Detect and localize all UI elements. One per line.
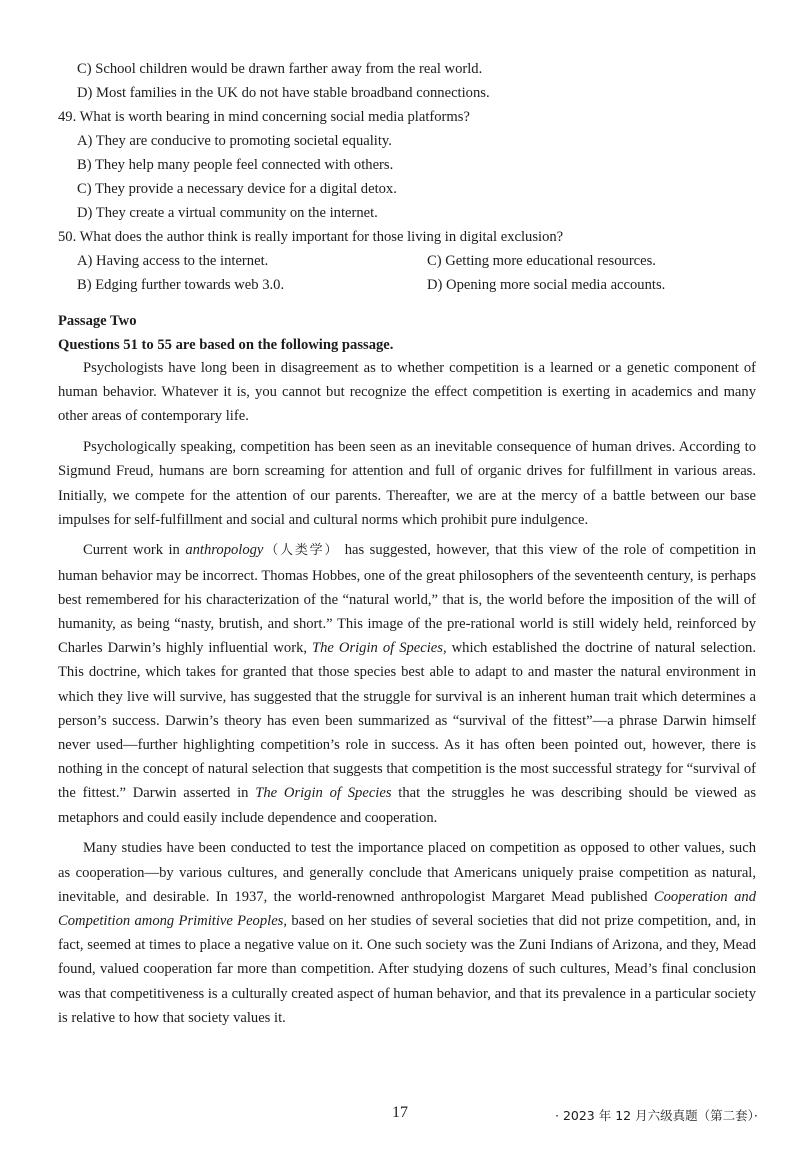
paragraph-4 (58, 836, 756, 1030)
p4-text-2: , based on her studies of several societies that did not prize competition, and, in fact, seemed at times to place a negative value on it. One such society was the Zuni Indians of Arizona, and they, Mead found, valued cooperation far more than competition. After studying dozens of such cultures, Mead’s final conclusion was that competitiveness is a culturally created aspect of human behavior, and that its prevalence in a particular society is relative to how that society values it. (58, 912, 756, 1026)
q49-option-c: C) They provide a necessary device for a digital detox. (77, 181, 397, 197)
p4-text-1: Many studies have been conducted to test the importance placed on competition as opposed to other values, such as cooperation—by various cultures, and generally conclude that Americans uniquely praise competition as natural, inevitable, and desirable. In 1937, the world-renowned anthropologist Margaret Mead published (58, 840, 756, 905)
p3-text-3: , which established the doctrine of natural selection. This doctrine, which takes for granted that those species best able to adapt to and master the natural environment in which they live will survive, has suggested that the struggle for survival is an inherent human trait which determines a person’s success. Darwin’s theory has even been summarized as “survival of the fittest”—a phrase Darwin himself never used—further highlighting competition’s role in success. As it has often been pointed out, however, there is nothing in the concept of natural selection that suggests that competition is the most successful strategy for “survival of the fittest.” Darwin asserted in (58, 640, 756, 802)
paragraph-3 (58, 538, 756, 829)
page-number: 17 (392, 1104, 408, 1121)
q49-option-a: A) They are conducive to promoting societal equality. (77, 133, 392, 149)
q49-option-d: D) They create a virtual community on the internet. (77, 205, 378, 221)
passage-body (58, 356, 756, 1030)
paragraph-1: Psychologists have long been in disagreement as to whether competition is a learned or a genetic component of human behavior. Whatever it is, you cannot but recognize the effect competition is exerting in academics and many other areas of contemporary life. (58, 360, 756, 425)
q50-question: 50. What does the author think is really important for those living in digital exclusion? (58, 229, 564, 245)
q48-option-d: D) Most families in the UK do not have stable broadband connections. (77, 85, 490, 101)
p3-text-2: has suggested, however, that this view of the role of competition in human behavior may be incorrect. Thomas Hobbes, one of the great philosophers of the seventeenth century, is perhaps best remembered for his characterization of the “natural world,” that is, the world before the imposition of the will of humanity, as being “nasty, brutish, and short.” This image of the pre-rational world is still widely held, reinforced by Charles Darwin’s highly influential work, (58, 542, 756, 657)
p3-text-4: that the struggles he was describing should be viewed as metaphors and could easily include dependence and cooperation. (58, 785, 757, 826)
q48-option-c: C) School children would be drawn farther away from the real world. (77, 61, 483, 77)
passage-instructions: Questions 51 to 55 are based on the following passage. (58, 337, 394, 353)
paragraph-2: Psychologically speaking, competition has been seen as an inevitable consequence of human drives. According to Sigmund Freud, humans are born screaming for attention and full of organic drives for fulfillment in various areas. Initially, we compete for the attention of our parents. Thereafter, we are at the mercy of a battle between our base impulses for self-fulfillment and social and cultural norms which prohibit pure indulgence. (58, 439, 756, 528)
p3-gloss: （人类学） (263, 543, 340, 559)
q50-option-a: A) Having access to the internet. (77, 253, 269, 269)
q49-option-b: B) They help many people feel connected with others. (77, 157, 394, 173)
q49-question: 49. What is worth bearing in mind concerning social media platforms? (58, 109, 470, 125)
q50-option-b: B) Edging further towards web 3.0. (77, 277, 285, 293)
p4-book-title: Cooperation and Competition among Primitive Peoples (58, 888, 756, 929)
p3-text-1: Current work in (83, 542, 186, 559)
exam-source: · 2023 年 12 月六级真题（第二套）· (555, 1108, 758, 1123)
q50-option-d: D) Opening more social media accounts. (427, 277, 666, 293)
p3-book-title-1: The Origin of Species (312, 640, 443, 657)
q50-option-c: C) Getting more educational resources. (427, 253, 656, 269)
p3-book-title-2: The Origin of Species (255, 785, 392, 802)
p3-term-anthropology: anthropology (185, 542, 264, 559)
passage-title: Passage Two (58, 313, 137, 329)
